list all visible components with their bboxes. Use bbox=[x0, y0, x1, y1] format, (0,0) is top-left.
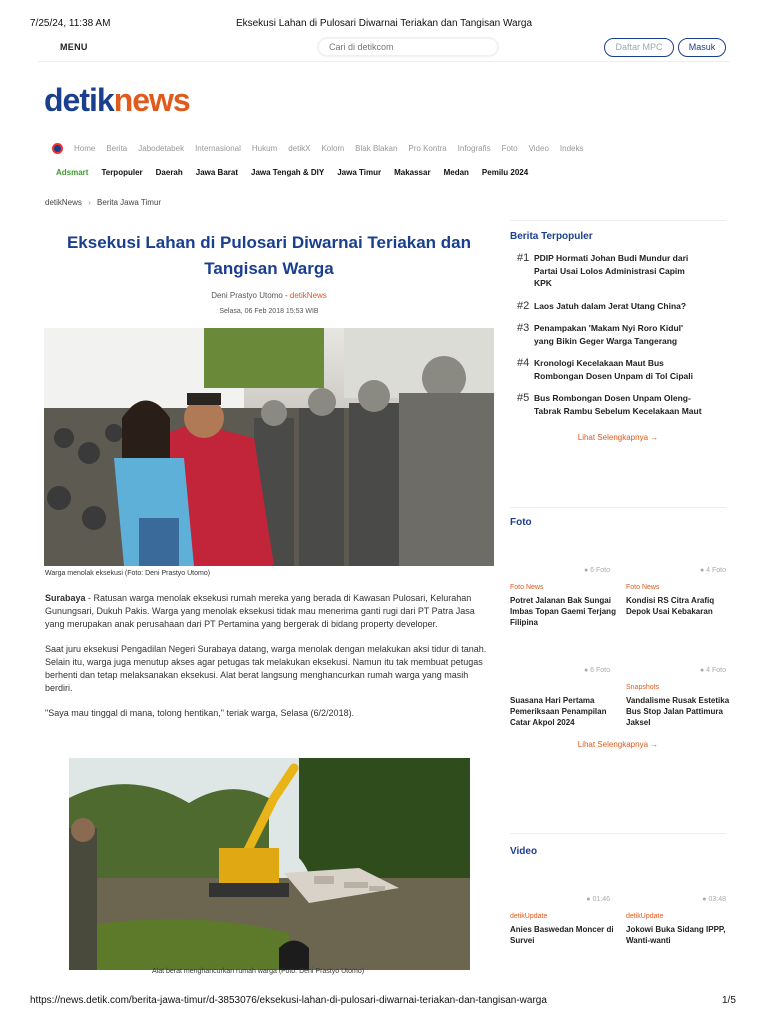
search-input[interactable]: Cari di detikcom bbox=[318, 38, 498, 56]
chevron-right-icon: › bbox=[88, 198, 91, 207]
article-title: Eksekusi Lahan di Pulosari Diwarnai Teriakan dan Tangisan Warga bbox=[66, 233, 472, 278]
popular-title[interactable]: Penampakan 'Makam Nyi Roro Kidul' yang Bikin Geger Warga Tangerang bbox=[534, 323, 684, 346]
subnav-item[interactable]: Pemilu 2024 bbox=[481, 168, 529, 177]
nav-item[interactable]: detikX bbox=[288, 144, 311, 153]
play-icon: ● bbox=[586, 896, 593, 903]
camera-icon: ● bbox=[699, 667, 707, 674]
foto-grid bbox=[510, 528, 730, 728]
camera-icon bbox=[584, 667, 610, 674]
nav-item[interactable]: Internasional bbox=[195, 144, 241, 153]
camera-icon bbox=[700, 667, 726, 674]
media-card[interactable] bbox=[626, 628, 734, 728]
popular-title[interactable]: Kronologi Kecelakaan Maut Bus Rombongan Dosen Unpam di Tol Cipali bbox=[534, 358, 693, 381]
card-title[interactable]: Anies Baswedan Moncer di Survei bbox=[510, 925, 614, 945]
popular-rank: #4 bbox=[517, 357, 530, 369]
card-meta: 03:48 bbox=[708, 896, 726, 903]
nav-item[interactable]: Infografis bbox=[457, 144, 491, 153]
video-section bbox=[510, 846, 726, 946]
subnav-item[interactable]: Jawa Barat bbox=[195, 168, 239, 177]
logo-detik: detik bbox=[44, 82, 114, 118]
popular-item[interactable] bbox=[510, 357, 726, 382]
media-card[interactable] bbox=[510, 857, 618, 946]
publish-date: Selasa, 06 Feb 2018 15:53 WIB bbox=[219, 308, 319, 315]
popular-title[interactable]: PDIP Hormati Johan Budi Mundur dari Partai Usai Lolos Administrasi Capim KPK bbox=[534, 253, 689, 288]
breadcrumb-current[interactable]: Berita Jawa Timur bbox=[97, 198, 162, 207]
article-photo-protest bbox=[44, 328, 494, 566]
media-card[interactable] bbox=[510, 628, 618, 728]
card-title[interactable]: Suasana Hari Pertama Pemeriksaan Penampilan Catar Akpol 2024 bbox=[510, 696, 607, 727]
card-category[interactable]: detikUpdate bbox=[626, 913, 664, 920]
popular-rank: #5 bbox=[517, 392, 530, 404]
nav-item[interactable]: Blak Blakan bbox=[355, 144, 398, 153]
print-url: https://news.detik.com/berita-jawa-timur/d-3853076/eksekusi-lahan-di-pulosari-diwarnai-teriakan-dan-tangisan-warga bbox=[30, 995, 547, 1006]
play-icon bbox=[586, 896, 610, 903]
card-title[interactable]: Vandalisme Rusak Estetika Bus Stop Jalan Pattimura Jaksel bbox=[626, 696, 730, 727]
photo-caption: Alat berat menghancurkan rumah warga (Foto: Deni Prastyo Utomo) bbox=[152, 968, 365, 975]
article-body bbox=[45, 592, 490, 732]
nav-item[interactable]: Kolom bbox=[321, 144, 345, 153]
card-thumbnail[interactable] bbox=[510, 528, 618, 580]
site-logo[interactable] bbox=[44, 82, 190, 119]
card-thumbnail[interactable] bbox=[626, 857, 734, 909]
article-byline bbox=[44, 291, 494, 300]
print-title: Eksekusi Lahan di Pulosari Diwarnai Teriakan dan Tangisan Warga bbox=[235, 18, 533, 29]
popular-heading: Berita Terpopuler bbox=[510, 231, 593, 242]
subnav-item[interactable]: Makassar bbox=[394, 168, 431, 177]
popular-title[interactable]: Bus Rombongan Dosen Unpam Oleng-Tabrak Rambu Sebelum Kecelakaan Maut bbox=[534, 393, 702, 416]
nav-item[interactable]: Indeks bbox=[559, 144, 584, 153]
subnav-item[interactable]: Adsmart bbox=[56, 168, 89, 177]
print-datetime: 7/25/24, 11:38 AM bbox=[30, 18, 111, 29]
source-name[interactable]: detikNews bbox=[289, 291, 327, 300]
photo-caption: Warga menolak eksekusi (Foto: Deni Prastyo Utomo) bbox=[45, 570, 211, 577]
paragraph: "Saya mau tinggal di mana, tolong hentikan," teriak warga, Selasa (6/2/2018). bbox=[45, 708, 355, 718]
card-meta: 6 Foto bbox=[590, 567, 610, 574]
author-name[interactable]: Deni Prastyo Utomo bbox=[211, 291, 283, 300]
play-icon bbox=[702, 896, 726, 903]
foto-heading: Foto bbox=[510, 517, 532, 528]
camera-icon: ● bbox=[699, 567, 707, 574]
media-card[interactable] bbox=[510, 528, 618, 628]
card-meta: 4 Foto bbox=[706, 667, 726, 674]
nav-item[interactable]: Home bbox=[74, 144, 96, 153]
popular-rank: #3 bbox=[517, 322, 530, 334]
card-thumbnail[interactable] bbox=[510, 628, 618, 680]
paragraph: Saat juru eksekusi Pengadilan Negeri Surabaya datang, warga menolak dengan melakukan aksi tidur di tanah. Selain itu, warga juga menutup akses agar petugas tak melakukan eksekusi. Namun itu tak membuat petugas berhenti dan tetap melaksanakan eksekusi. Alat berat langsung menghancurkan rumah warga yang masih berdiri. bbox=[45, 644, 487, 693]
daftar-mpc-button[interactable]: Daftar MPC bbox=[604, 38, 674, 57]
card-thumbnail[interactable] bbox=[626, 628, 734, 680]
card-meta: 4 Foto bbox=[706, 567, 726, 574]
popular-rank: #1 bbox=[517, 252, 530, 264]
nav-item[interactable]: Pro Kontra bbox=[408, 144, 447, 153]
popular-section bbox=[510, 231, 726, 442]
popular-item[interactable] bbox=[510, 300, 726, 313]
nav-item[interactable]: Berita bbox=[106, 144, 128, 153]
card-thumbnail[interactable] bbox=[510, 857, 618, 909]
nav-item[interactable]: Video bbox=[528, 144, 549, 153]
nav-item[interactable]: Hukum bbox=[251, 144, 278, 153]
card-category[interactable]: Snapshots bbox=[626, 684, 660, 691]
camera-icon bbox=[700, 567, 726, 574]
print-header bbox=[0, 0, 768, 30]
main-nav bbox=[52, 143, 583, 154]
play-icon: ● bbox=[702, 896, 709, 903]
video-heading: Video bbox=[510, 846, 538, 857]
protest-photo-illustration bbox=[44, 328, 494, 566]
print-page-number: 1/5 bbox=[722, 995, 736, 1006]
popular-title[interactable]: Laos Jatuh dalam Jerat Utang China? bbox=[534, 300, 687, 311]
video-grid bbox=[510, 857, 726, 946]
detik-home-icon[interactable] bbox=[52, 143, 63, 154]
subnav-item[interactable]: Terpopuler bbox=[101, 168, 143, 177]
popular-item[interactable] bbox=[510, 392, 726, 417]
card-meta: 6 Foto bbox=[590, 667, 610, 674]
foto-section bbox=[510, 517, 730, 749]
card-title[interactable]: Potret Jalanan Bak Sungai Imbas Topan Gaemi Terjang Filipina bbox=[510, 596, 616, 627]
card-title[interactable]: Kondisi RS Citra Arafiq Depok Usai Kebakaran bbox=[626, 596, 715, 616]
subnav-item[interactable]: Daerah bbox=[155, 168, 183, 177]
paragraph: Surabaya - Ratusan warga menolak eksekusi rumah mereka yang berada di Kawasan Pulosari, Kelurahan Gunungsari, Dukuh Pakis. Warga yang menolak eksekusi tidak mau menerima ganti rugi dari PT Patra Jasa yang merupakan anak perusahaan dari PT Pertamina yang bergerak di bidang property developer. bbox=[45, 593, 475, 629]
camera-icon: ● bbox=[583, 667, 591, 674]
subnav-item[interactable]: Jawa Tengah & DIY bbox=[251, 168, 325, 177]
login-button[interactable]: Masuk bbox=[678, 38, 726, 57]
menu-button[interactable]: MENU bbox=[60, 42, 88, 52]
article-photo-excavator bbox=[69, 758, 470, 970]
breadcrumb bbox=[45, 198, 161, 207]
card-category[interactable]: Foto News bbox=[510, 584, 544, 591]
popular-list bbox=[510, 252, 726, 417]
card-meta: 01:46 bbox=[592, 896, 610, 903]
sub-nav bbox=[56, 168, 528, 177]
logo-news: news bbox=[113, 82, 190, 118]
divider bbox=[510, 507, 726, 508]
subnav-item[interactable]: Jawa Timur bbox=[337, 168, 382, 177]
popular-more-link[interactable]: Lihat Selengkapnya → bbox=[577, 433, 659, 442]
camera-icon: ● bbox=[583, 567, 591, 574]
foto-more-link[interactable]: Lihat Selengkapnya → bbox=[577, 740, 659, 749]
card-thumbnail[interactable] bbox=[626, 528, 734, 580]
divider bbox=[510, 220, 726, 221]
breadcrumb-root[interactable]: detikNews bbox=[45, 198, 82, 207]
card-category[interactable]: detikUpdate bbox=[510, 913, 548, 920]
card-category[interactable]: Foto News bbox=[626, 584, 660, 591]
popular-item[interactable] bbox=[510, 322, 726, 347]
card-category[interactable] bbox=[510, 684, 618, 693]
dateline: Surabaya bbox=[45, 593, 86, 603]
excavator-photo-illustration bbox=[69, 758, 470, 970]
card-title[interactable]: Jokowi Buka Sidang IPPP, Wanti-wanti bbox=[626, 925, 726, 945]
divider bbox=[510, 833, 726, 834]
top-bar bbox=[38, 34, 730, 62]
media-card[interactable] bbox=[626, 857, 734, 946]
camera-icon bbox=[584, 567, 610, 574]
popular-item[interactable] bbox=[510, 252, 726, 290]
nav-item[interactable]: Jabodetabek bbox=[138, 144, 185, 153]
media-card[interactable] bbox=[626, 528, 734, 628]
byline-separator: - bbox=[282, 291, 290, 300]
popular-rank: #2 bbox=[517, 299, 530, 312]
subnav-item[interactable]: Medan bbox=[443, 168, 469, 177]
nav-item[interactable]: Foto bbox=[501, 144, 518, 153]
